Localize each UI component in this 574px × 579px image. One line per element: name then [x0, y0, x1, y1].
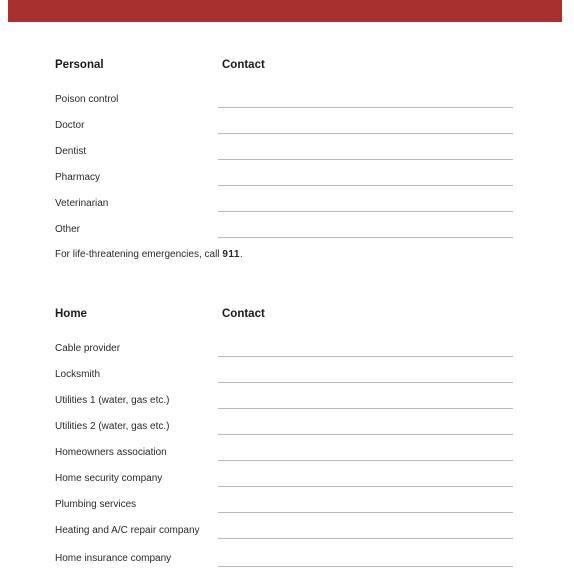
contact-line[interactable] — [218, 460, 513, 461]
row-label: Homeowners association — [55, 447, 167, 458]
contact-line[interactable] — [218, 185, 513, 186]
header-bar — [8, 0, 562, 22]
row-label: Poison control — [55, 94, 119, 105]
row-label: Plumbing services — [55, 499, 137, 510]
row-label: Cable provider — [55, 343, 121, 354]
row-label: Veterinarian — [55, 198, 109, 209]
contact-line[interactable] — [218, 512, 513, 513]
home-contact-heading: Contact — [222, 308, 265, 320]
row-label: Pharmacy — [55, 172, 101, 183]
row-label: Utilities 1 (water, gas etc.) — [55, 395, 170, 406]
contact-line[interactable] — [218, 211, 513, 212]
contact-line[interactable] — [218, 382, 513, 383]
row-label: Other — [55, 224, 81, 235]
emergency-number: 911 — [222, 249, 240, 260]
emergency-note — [55, 249, 243, 260]
row-label: Home insurance company — [55, 553, 172, 564]
row-label: Dentist — [55, 146, 87, 157]
contact-line[interactable] — [218, 237, 513, 238]
note-prefix: For life-threatening emergencies, call — [55, 249, 223, 260]
personal-heading: Personal — [55, 59, 104, 71]
contact-line[interactable] — [218, 107, 513, 108]
personal-contact-heading: Contact — [222, 59, 265, 71]
row-label: Home security company — [55, 473, 163, 484]
contact-line[interactable] — [218, 159, 513, 160]
row-label: Heating and A/C repair company — [55, 525, 200, 536]
contact-line[interactable] — [218, 408, 513, 409]
row-label: Utilities 2 (water, gas etc.) — [55, 421, 170, 432]
contact-line[interactable] — [218, 566, 513, 567]
contact-line[interactable] — [218, 356, 513, 357]
contact-line[interactable] — [218, 538, 513, 539]
home-heading: Home — [55, 308, 87, 320]
contact-line[interactable] — [218, 133, 513, 134]
contact-line[interactable] — [218, 486, 513, 487]
row-label: Doctor — [55, 120, 85, 131]
contact-line[interactable] — [218, 434, 513, 435]
row-label: Locksmith — [55, 369, 101, 380]
note-suffix: . — [239, 249, 243, 260]
